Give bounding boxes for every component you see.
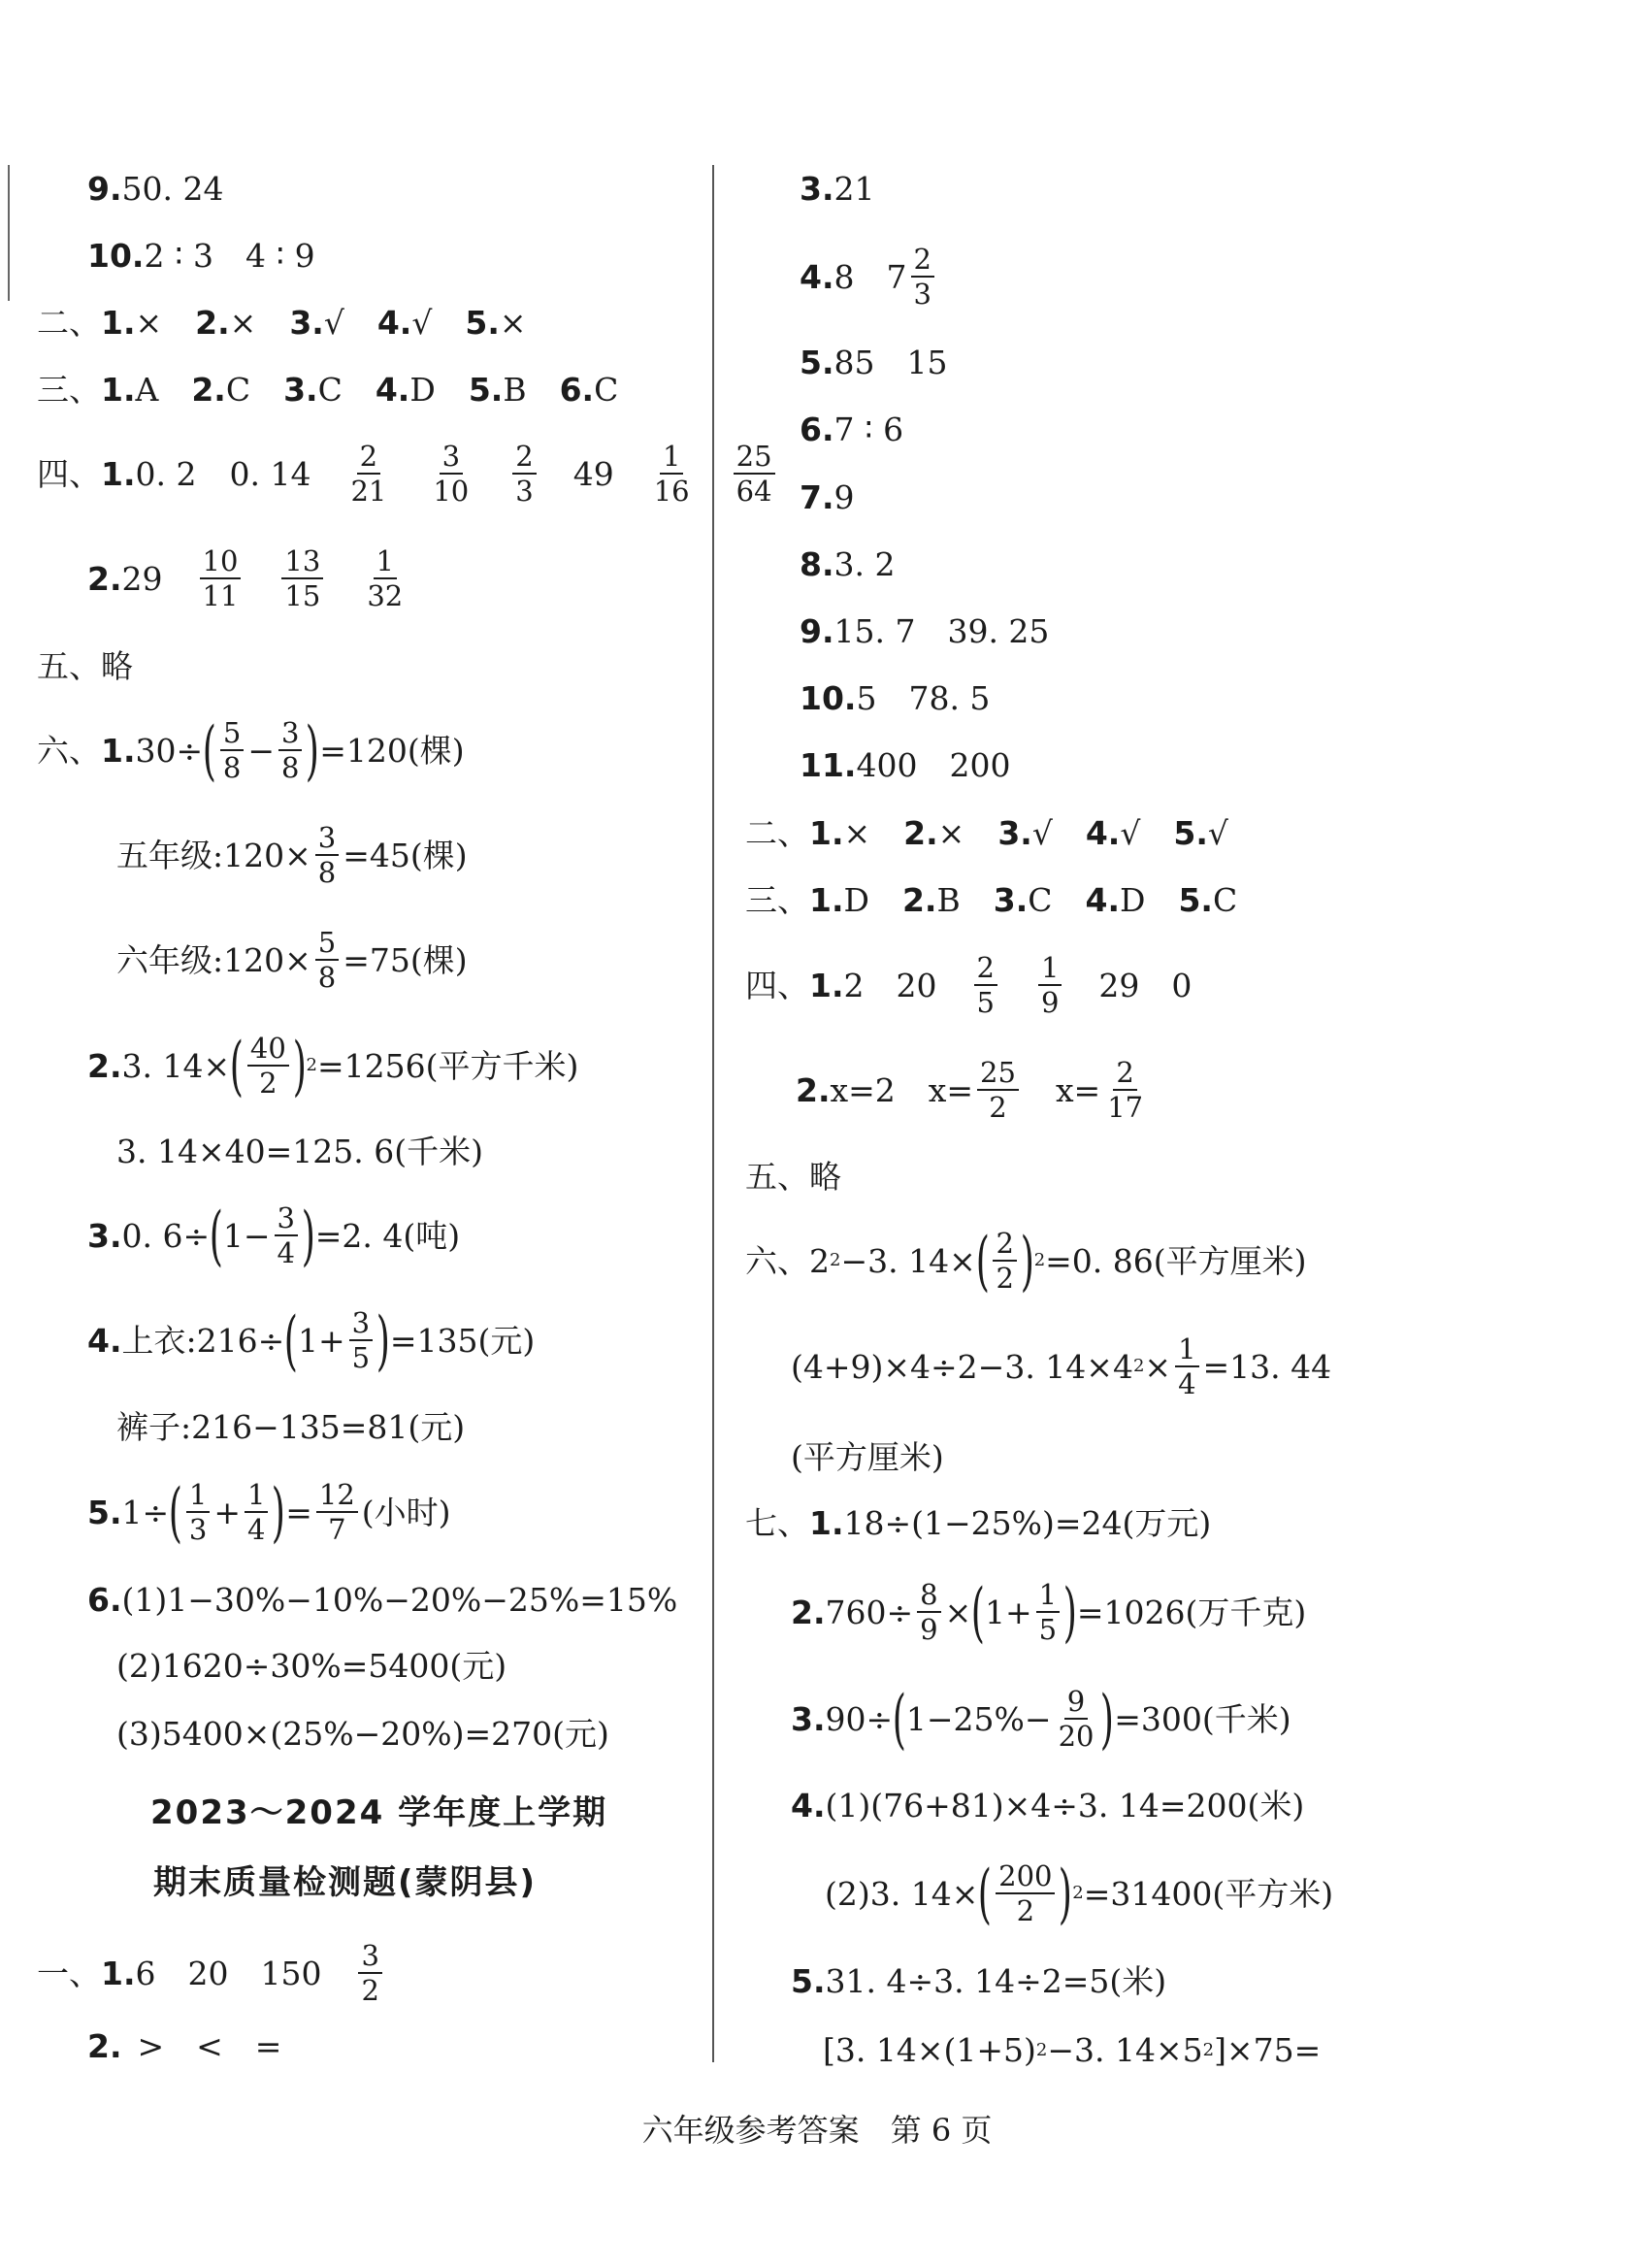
exponent: 2 <box>306 1055 317 1076</box>
answer-text: 21 <box>833 170 875 208</box>
item-number: 6. <box>87 1581 122 1619</box>
expression-text: 上衣:216÷ <box>121 1321 285 1360</box>
answer-text: 8 7 <box>833 257 907 296</box>
expression-text: 760÷ <box>825 1593 914 1631</box>
answer-text: √ <box>411 304 433 342</box>
answer-line <box>116 928 468 993</box>
expression-text: 2 <box>809 1241 830 1280</box>
item-number: 1. <box>809 881 844 919</box>
fraction: $\frac{3}{5}$ <box>349 1308 373 1373</box>
item-number: 3. <box>997 814 1032 852</box>
answer-line <box>796 1058 1150 1123</box>
section-label: 五、略 <box>745 1158 841 1196</box>
answer-line <box>87 170 224 208</box>
answer-text: D <box>409 371 436 409</box>
answer-line: 5. 1÷ ( $\frac{1}{3}$ + $\frac{1}{4}$ ) = $\frac{12}{7}$ (小时) <box>87 1474 451 1550</box>
answer-text: B <box>503 371 527 409</box>
item-number: 2. <box>796 1070 831 1109</box>
exponent: 2 <box>830 1250 841 1271</box>
answer-text: 400 200 <box>856 746 1011 784</box>
answer-line <box>791 1334 1331 1399</box>
expression-text: −3. 14× <box>840 1241 976 1280</box>
answer-text: (1)1−30%−10%−20%−25%=15% <box>121 1581 678 1619</box>
answer-line <box>37 442 779 507</box>
item-number: 2. <box>191 371 226 409</box>
section-label: 二、 <box>37 304 101 342</box>
answer-line <box>87 546 409 611</box>
fraction: $\frac{40}{2}$ <box>247 1034 289 1099</box>
item-number: 2. <box>791 1593 826 1631</box>
exponent: 2 <box>1202 2039 1215 2060</box>
answer-line <box>800 679 991 717</box>
answer-text: 85 15 <box>833 344 948 381</box>
fraction: $\frac{5}{8}$ <box>220 718 244 783</box>
answer-text: x= <box>1055 1070 1101 1109</box>
item-number: 2. <box>901 881 937 919</box>
answer-line <box>37 1941 386 2006</box>
answer-line <box>745 814 1228 852</box>
expression-text: 五年级:120× <box>116 836 311 874</box>
expression-text: 1−25%− <box>905 1699 1052 1738</box>
fraction: $\frac{1}{4}$ <box>245 1480 268 1545</box>
expression-text: (4+9)×4÷2−3. 14×4 <box>791 1347 1133 1386</box>
answer-line <box>800 478 855 516</box>
answer-line: (2)3. 14× ( $\frac{200}{2}$ ) 2 =31400(平方米) <box>825 1856 1334 1931</box>
answer-line <box>87 1581 678 1619</box>
answer-text: √ <box>1207 814 1228 852</box>
answer-text: C <box>225 371 251 409</box>
fraction: $\frac{5}{8}$ <box>315 928 339 993</box>
answer-text: 0. 14 <box>229 454 311 493</box>
operator: − <box>247 731 276 770</box>
answer-text: √ <box>1031 814 1053 852</box>
result-text: =120(棵) <box>319 731 465 770</box>
item-number: 5. <box>791 1962 826 2000</box>
fraction: $\frac{3}{4}$ <box>275 1203 298 1268</box>
item-number: 3. <box>289 304 324 342</box>
expression-text: (2)3. 14× <box>825 1874 979 1913</box>
item-number: 2. <box>903 814 938 852</box>
expression-text: [3. 14×(1+5) <box>823 2031 1036 2069</box>
result-text: =75(棵) <box>343 940 468 979</box>
item-number: 4. <box>375 371 410 409</box>
expression-text: 30÷ <box>135 731 204 770</box>
fraction: $\frac{2}{3}$ <box>911 245 934 310</box>
operator: × <box>1144 1347 1172 1386</box>
result-text: =1026(万千克) <box>1076 1593 1307 1631</box>
answer-text: (1)(76+81)×4÷3. 14=200(米) <box>825 1787 1305 1824</box>
expression-text: ]×75= <box>1214 2031 1322 2069</box>
answer-text: 3. 2 <box>833 545 896 583</box>
item-number: 6. <box>559 371 595 409</box>
answer-text: √ <box>1120 814 1141 852</box>
answer-text: C <box>594 371 619 409</box>
answer-text: 31. 4÷3. 14÷2=5(米) <box>825 1962 1167 2000</box>
answer-line <box>87 2027 282 2065</box>
fraction: $\frac{1}{9}$ <box>1038 953 1062 1018</box>
item-number: 1. <box>101 371 136 409</box>
answer-line <box>791 1962 1167 2000</box>
exponent: 2 <box>1072 1883 1084 1904</box>
result-text: =45(棵) <box>343 836 468 874</box>
answer-line <box>745 1504 1212 1542</box>
section-label: 二、 <box>745 814 809 852</box>
answer-text: 15. 7 39. 25 <box>833 612 1050 650</box>
exam-heading-year: 2023～2024 学年度上学期 <box>150 1793 608 1832</box>
item-number: 3. <box>791 1699 826 1738</box>
fraction: $\frac{1}{3}$ <box>186 1480 210 1545</box>
item-number: 4. <box>87 1321 122 1360</box>
page-footer: 六年级参考答案 第 6 页 <box>641 2112 993 2149</box>
item-number: 1. <box>101 304 136 342</box>
fraction: $\frac{25}{2}$ <box>977 1058 1019 1123</box>
item-number: 3. <box>283 371 318 409</box>
exponent: 2 <box>1132 1356 1145 1377</box>
result-text: =300(千米) <box>1114 1699 1291 1738</box>
answer-text: 49 <box>572 454 614 493</box>
answer-text: × <box>135 304 163 342</box>
result-text: =0. 86(平方厘米) <box>1045 1241 1307 1280</box>
answer-text: > < = <box>137 2027 282 2065</box>
fraction: $\frac{2}{5}$ <box>974 953 997 1018</box>
section-label: 四、 <box>37 454 101 493</box>
fraction: $\frac{10}{11}$ <box>200 546 242 611</box>
answer-text: (平方厘米) <box>791 1438 944 1476</box>
expression-text: −3. 14×5 <box>1047 2031 1203 2069</box>
item-number: 4. <box>376 304 412 342</box>
operator: + <box>213 1493 242 1531</box>
item-number: 7. <box>800 478 834 516</box>
answer-line: 六、 1. 30÷ ( $\frac{5}{8}$ − $\frac{3}{8}$ ) =120(棵) <box>37 712 465 788</box>
answer-text: × <box>499 304 527 342</box>
fraction: $\frac{8}{9}$ <box>917 1580 940 1645</box>
expression-text: 90÷ <box>825 1699 894 1738</box>
answer-text: 3. 14×40=125. 6(千米) <box>116 1133 483 1170</box>
item-number: 4. <box>1085 881 1120 919</box>
expression-text: 1÷ <box>121 1493 170 1531</box>
result-text: =135(元) <box>389 1321 536 1360</box>
answer-text: x=2 <box>830 1070 896 1109</box>
answer-line <box>116 823 468 888</box>
section-label: 六、 <box>745 1241 809 1280</box>
fraction: $\frac{13}{15}$ <box>281 546 323 611</box>
fraction: $\frac{1}{16}$ <box>653 440 690 509</box>
section-label: 六、 <box>37 731 101 770</box>
answer-line <box>37 371 619 409</box>
item-number: 4. <box>1085 814 1121 852</box>
exam-heading-title: 期末质量检测题(蒙阴县) <box>153 1863 538 1902</box>
answer-text: 29 0 <box>1098 966 1193 1004</box>
answer-text: 18÷(1−25%)=24(万元) <box>843 1504 1212 1542</box>
fraction: $\frac{3}{8}$ <box>278 718 302 783</box>
answer-line <box>116 1715 609 1753</box>
fraction: $\frac{2}{3}$ <box>512 442 536 507</box>
answer-line <box>800 746 1011 784</box>
item-number: 4. <box>800 257 834 296</box>
expression-text: 六年级:120× <box>116 940 311 979</box>
answer-text: C <box>1028 881 1053 919</box>
answer-line <box>800 411 904 448</box>
fraction: $\frac{25}{64}$ <box>734 442 775 507</box>
answer-line <box>116 1647 507 1685</box>
result-text: =1256(平方千米) <box>316 1046 579 1085</box>
section-label: 四、 <box>745 966 809 1004</box>
fraction: $\frac{1}{5}$ <box>1036 1580 1060 1645</box>
answer-line <box>745 953 1192 1018</box>
item-number: 2. <box>87 1046 122 1085</box>
answer-text: D <box>843 881 869 919</box>
answer-text: (2)1620÷30%=5400(元) <box>116 1647 507 1685</box>
answer-line <box>800 170 875 208</box>
fraction: $\frac{3}{10}$ <box>433 440 470 509</box>
operator: = <box>285 1493 312 1531</box>
item-number: 1. <box>101 731 136 770</box>
item-number: 11. <box>800 746 857 784</box>
item-number: 5. <box>87 1493 122 1531</box>
item-number: 10. <box>800 679 857 717</box>
answer-text: × <box>843 814 871 852</box>
expression-text: 0. 6÷ <box>121 1216 211 1255</box>
answer-line <box>37 304 527 342</box>
fraction: $\frac{200}{2}$ <box>996 1861 1055 1926</box>
item-number: 2. <box>87 559 122 598</box>
answer-line: 3. 0. 6÷ ( 1− $\frac{3}{4}$ ) =2. 4(吨) <box>87 1198 461 1273</box>
answer-line <box>823 2031 1322 2069</box>
item-number: 5. <box>1178 881 1213 919</box>
expression-text: 1+ <box>298 1321 345 1360</box>
answer-line <box>791 1438 944 1476</box>
answer-line <box>37 647 133 685</box>
answer-text: C <box>1212 881 1238 919</box>
section-label: 七、 <box>745 1504 809 1542</box>
answer-text: 2 ∶ 3 4 ∶ 9 <box>144 237 315 275</box>
answer-line <box>116 1408 466 1446</box>
fraction: $\frac{2}{21}$ <box>350 440 387 509</box>
item-number: 5. <box>468 371 504 409</box>
answer-text: 9 <box>833 478 855 516</box>
operator: × <box>944 1593 972 1631</box>
result-text: =13. 44 <box>1202 1347 1332 1386</box>
answer-text: (3)5400×(25%−20%)=270(元) <box>116 1715 609 1753</box>
expression-text: 3. 14× <box>121 1046 231 1085</box>
fraction: $\frac{3}{2}$ <box>358 1941 381 2006</box>
item-number: 9. <box>800 612 834 650</box>
answer-line <box>745 1158 841 1196</box>
item-number: 6. <box>800 411 834 448</box>
answer-text: × <box>229 304 257 342</box>
fraction: $\frac{1}{32}$ <box>367 544 404 613</box>
answer-text: √ <box>323 304 344 342</box>
answer-line: 2. 760÷ $\frac{8}{9}$ × ( 1+ $\frac{1}{5}$ ) =1026(万千克) <box>791 1574 1307 1650</box>
answer-line <box>800 612 1050 650</box>
fraction: $\frac{9}{20}$ <box>1058 1685 1095 1754</box>
fraction: $\frac{2}{17}$ <box>1107 1056 1144 1125</box>
answer-text: 2 20 <box>843 966 937 1004</box>
answer-line: 4. 上衣:216÷ ( 1+ $\frac{3}{5}$ ) =135(元) <box>87 1302 536 1378</box>
answer-text: C <box>317 371 343 409</box>
answer-line: 六、 2 2 −3. 14× ( $\frac{2}{2}$ ) 2 =0. 86(平方厘米) <box>745 1223 1307 1298</box>
fraction: $\frac{3}{8}$ <box>315 823 339 888</box>
item-number: 3. <box>800 170 834 208</box>
section-label: 三、 <box>37 371 101 409</box>
item-number: 4. <box>791 1787 826 1824</box>
item-number: 8. <box>800 545 834 583</box>
item-number: 2. <box>87 2027 122 2065</box>
item-number: 1. <box>809 966 844 1004</box>
item-number: 3. <box>87 1216 122 1255</box>
item-number: 5. <box>1173 814 1208 852</box>
answer-line: 3. 90÷ ( 1−25%− $\frac{9}{20}$ ) =300(千米) <box>791 1681 1291 1757</box>
item-number: 5. <box>800 344 834 381</box>
result-text: =31400(平方米) <box>1083 1874 1334 1913</box>
answer-text: A <box>135 371 159 409</box>
item-number: 2. <box>195 304 230 342</box>
answer-line <box>800 344 948 381</box>
answer-text: 0. 2 <box>135 454 197 493</box>
section-label: 五、略 <box>37 647 133 685</box>
item-number: 1. <box>809 1504 844 1542</box>
fraction: $\frac{12}{7}$ <box>316 1480 358 1545</box>
answer-line <box>116 1133 483 1170</box>
item-number: 9. <box>87 170 122 208</box>
expression-text: 1− <box>222 1216 271 1255</box>
expression-text: 1+ <box>985 1593 1032 1631</box>
answer-text: 7 ∶ 6 <box>833 411 904 448</box>
item-number: 1. <box>101 454 136 493</box>
fraction: $\frac{2}{2}$ <box>993 1229 1016 1294</box>
answer-text: D <box>1119 881 1146 919</box>
item-number: 1. <box>101 1954 136 1992</box>
answer-text: x= <box>928 1070 974 1109</box>
answer-text: 裤子:216−135=81(元) <box>116 1408 466 1446</box>
item-number: 1. <box>809 814 844 852</box>
answer-text: × <box>937 814 965 852</box>
answer-line <box>791 1787 1305 1824</box>
result-text: =2. 4(吨) <box>314 1216 461 1255</box>
item-number: 3. <box>993 881 1029 919</box>
answer-line <box>745 881 1238 919</box>
exponent: 2 <box>1033 1250 1046 1271</box>
exponent: 2 <box>1035 2039 1048 2060</box>
answer-text: B <box>936 881 961 919</box>
answer-text: 29 <box>121 559 163 598</box>
answer-text: 5 78. 5 <box>856 679 991 717</box>
left-margin-rule <box>8 165 10 301</box>
answer-line: 2. 3. 14× ( $\frac{40}{2}$ ) 2 =1256(平方千米) <box>87 1028 579 1103</box>
result-text: (小时) <box>361 1493 451 1531</box>
section-label: 三、 <box>745 881 809 919</box>
fraction: $\frac{1}{4}$ <box>1175 1334 1198 1399</box>
answer-text: 50. 24 <box>121 170 224 208</box>
item-number: 5. <box>465 304 500 342</box>
answer-text: 6 20 150 <box>135 1954 322 1992</box>
item-number: 10. <box>87 237 145 275</box>
answer-line <box>87 237 315 275</box>
answer-line <box>800 545 896 583</box>
answer-line <box>800 245 938 310</box>
section-label: 一、 <box>37 1954 101 1992</box>
